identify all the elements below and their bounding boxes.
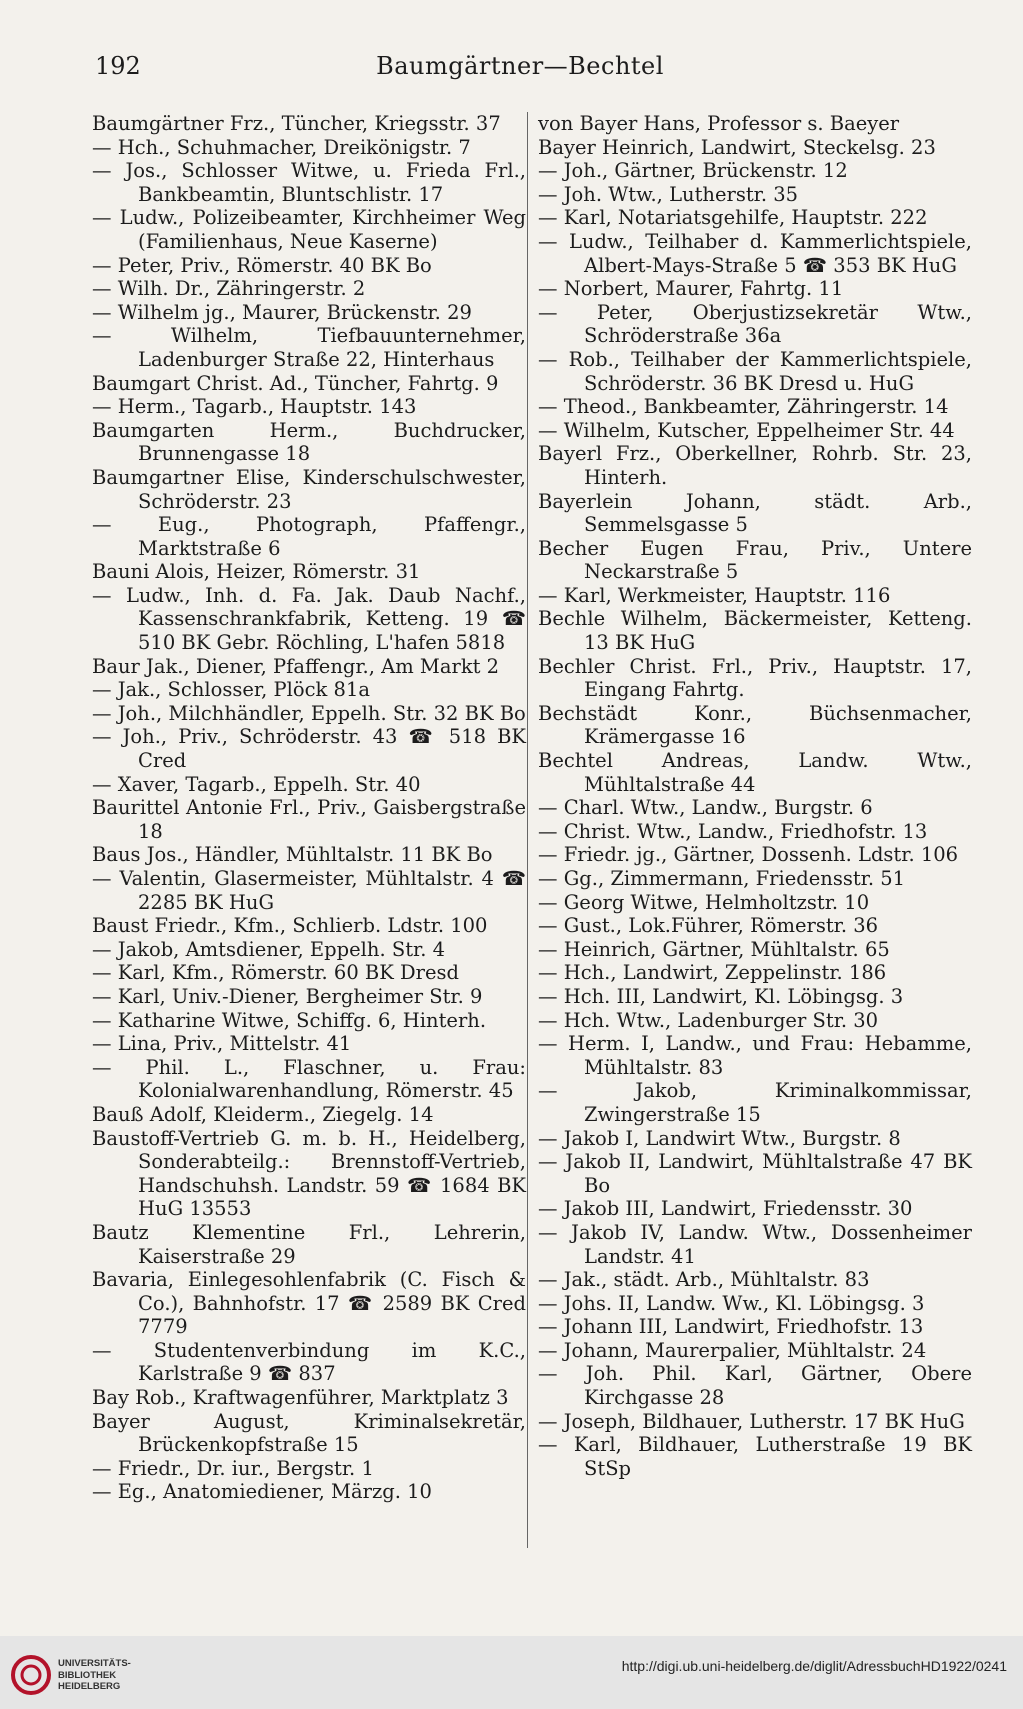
directory-entry: Bayer August, Kriminalsekretär, Brückenkopfstraße 15 [92, 1409, 526, 1457]
directory-entry: — Eg., Anatomiediener, Märzg. 10 [92, 1480, 432, 1504]
directory-entry: von Bayer Hans, Professor s. Baeyer [538, 112, 900, 135]
directory-entry: Baumgärtner Frz., Tüncher, Kriegsstr. 37 [92, 112, 501, 135]
column-divider [527, 112, 528, 1548]
directory-entry: — Jakob, Kriminalkommissar, Zwingerstraße 15 [538, 1079, 972, 1126]
directory-entry: — Jakob III, Landwirt, Friedensstr. 30 [538, 1197, 913, 1221]
directory-entry: — Johs. II, Landw. Ww., Kl. Löbingsg. 3 [538, 1291, 925, 1315]
directory-entry: — Georg Witwe, Helmholtzstr. 10 [538, 890, 870, 914]
directory-entry: Bayer Heinrich, Landwirt, Steckelsg. 23 [538, 135, 936, 159]
directory-entry: — Hch. Wtw., Ladenburger Str. 30 [538, 1008, 879, 1032]
directory-entry: Baumgart Christ. Ad., Tüncher, Fahrtg. 9 [92, 371, 499, 395]
directory-entry: — Hch. III, Landwirt, Kl. Löbingsg. 3 [538, 984, 904, 1008]
directory-entry: Bauß Adolf, Kleiderm., Ziegelg. 14 [92, 1102, 434, 1126]
directory-entry: Bechle Wilhelm, Bäckermeister, Ketteng. 13 BK HuG [538, 607, 972, 655]
logo-line: HEIDELBERG [58, 1681, 121, 1692]
left-column [92, 112, 526, 1504]
directory-entry: — Ludw., Teilhaber d. Kammerlichtspiele, Albert-Mays-Straße 5 ☎ 353 BK HuG [538, 229, 972, 277]
directory-entry: — Herm., Tagarb., Hauptstr. 143 [92, 395, 417, 419]
directory-entry: Bay Rob., Kraftwagenführer, Marktplatz 3 [92, 1386, 509, 1410]
directory-entry: — Eug., Photograph, Pfaffengr., Marktstraße 6 [92, 513, 526, 560]
directory-entry: Bechtel Andreas, Landw. Wtw., Mühltalstraße 44 [538, 749, 972, 796]
directory-entry: — Rob., Teilhaber der Kammerlichtspiele, Schröderstr. 36 BK Dresd u. HuG [538, 347, 972, 395]
logo-line: BIBLIOTHEK [58, 1669, 117, 1681]
directory-entry: — Jakob IV, Landw. Wtw., Dossenheimer Landstr. 41 [538, 1220, 972, 1268]
directory-entry: — Joh. Phil. Karl, Gärtner, Obere Kirchgasse 28 [538, 1362, 972, 1410]
directory-entry: — Wilhelm, Kutscher, Eppelheimer Str. 44 [538, 418, 955, 442]
directory-entry: — Peter, Oberjustizsekretär Wtw., Schröderstraße 36a [538, 300, 972, 348]
directory-entry: — Jos., Schlosser Witwe, u. Frieda Frl., Bankbeamtin, Bluntschlistr. 17 [92, 159, 526, 206]
directory-entry: Becher Eugen Frau, Priv., Untere Neckarstraße 5 [538, 536, 972, 584]
directory-entry: — Charl. Wtw., Landw., Burgstr. 6 [538, 796, 873, 820]
directory-entry: — Joh., Priv., Schröderstr. 43 ☎ 518 BK Cred [92, 725, 526, 773]
directory-entry: — Xaver, Tagarb., Eppelh. Str. 40 [92, 772, 421, 796]
directory-entry: Baumgarten Herm., Buchdrucker, Brunnengasse 18 [92, 418, 526, 466]
directory-entry: — Karl, Notariatsgehilfe, Hauptstr. 222 [538, 206, 928, 230]
directory-entry: Bayerl Frz., Oberkellner, Rohrb. Str. 23, Hinterh. [538, 442, 972, 489]
directory-entry: — Gg., Zimmermann, Friedensstr. 51 [538, 867, 906, 890]
directory-entry: — Norbert, Maurer, Fahrtg. 11 [538, 277, 844, 301]
directory-entry: — Joh., Gärtner, Brückenstr. 12 [538, 159, 848, 183]
directory-entry: Baust Friedr., Kfm., Schlierb. Ldstr. 100 [92, 914, 488, 938]
directory-entry: Bayerlein Johann, städt. Arb., Semmelsgasse 5 [538, 489, 972, 537]
directory-entry: — Johann III, Landwirt, Friedhofstr. 13 [538, 1315, 924, 1339]
directory-entry: Baumgartner Elise, Kinderschulschwester, Schröderstr. 23 [92, 465, 526, 513]
directory-entry: — Hch., Landwirt, Zeppelinstr. 186 [538, 961, 887, 985]
source-url-link[interactable]: http://digi.ub.uni-heidelberg.de/diglit/AdressbuchHD1922/0241 [621, 1658, 1007, 1674]
directory-entry: Baur Jak., Diener, Pfaffengr., Am Markt 2 [92, 654, 500, 678]
directory-entry: — Wilh. Dr., Zähringerstr. 2 [92, 277, 366, 301]
directory-entry: Bavaria, Einlegesohlenfabrik (C. Fisch & Co.), Bahnhofstr. 17 ☎ 2589 BK Cred 7779 [92, 1268, 526, 1339]
directory-entry: — Johann, Maurerpalier, Mühltalstr. 24 [538, 1338, 927, 1362]
directory-entry: — Hch., Schuhmacher, Dreikönigstr. 7 [92, 135, 471, 159]
directory-entry: Bauni Alois, Heizer, Römerstr. 31 [92, 560, 421, 584]
directory-entry: Bautz Klementine Frl., Lehrerin, Kaiserstraße 29 [92, 1220, 526, 1268]
running-head: Baumgärtner—Bechtel [376, 52, 664, 80]
directory-entry: — Karl, Kfm., Römerstr. 60 BK Dresd [92, 961, 460, 985]
directory-entry: — Theod., Bankbeamter, Zähringerstr. 14 [538, 395, 949, 419]
directory-entry: — Jakob I, Landwirt Wtw., Burgstr. 8 [538, 1126, 901, 1150]
directory-entry: Baustoff-Vertrieb G. m. b. H., Heidelberg, Sonderabteilg.: Brennstoff-Vertrieb, Handschuhsh. Landstr. 59 ☎ 1684 BK HuG 13553 [92, 1126, 526, 1221]
directory-entry: — Friedr. jg., Gärtner, Dossenh. Ldstr. 106 [538, 843, 959, 867]
directory-entry: Bechstädt Konr., Büchsenmacher, Krämergasse 16 [538, 701, 972, 749]
directory-entry: — Phil. L., Flaschner, u. Frau: Kolonialwarenhandlung, Römerstr. 45 [92, 1055, 526, 1103]
directory-entry: — Peter, Priv., Römerstr. 40 BK Bo [92, 253, 432, 277]
library-name [58, 1658, 131, 1693]
directory-entry: — Herm. I, Landw., und Frau: Hebamme, Mühltalstr. 83 [538, 1032, 972, 1079]
library-logo[interactable] [10, 1654, 150, 1698]
directory-entry: — Christ. Wtw., Landw., Friedhofstr. 13 [538, 819, 928, 843]
directory-entry: — Joh., Milchhändler, Eppelh. Str. 32 BK Bo [92, 701, 526, 725]
directory-entry: Bechler Christ. Frl., Priv., Hauptstr. 17, Eingang Fahrtg. [538, 654, 972, 702]
page-number: 192 [95, 52, 141, 80]
directory-entry: — Jak., Schlosser, Plöck 81a [92, 678, 370, 702]
directory-entry: — Katharine Witwe, Schiffg. 6, Hinterh. [92, 1008, 487, 1032]
directory-entry: — Lina, Priv., Mittelstr. 41 [92, 1032, 352, 1056]
directory-entry: — Karl, Univ.-Diener, Bergheimer Str. 9 [92, 984, 483, 1008]
footer-bar [0, 1636, 1023, 1709]
logo-line: UNIVERSITÄTS- [58, 1658, 131, 1669]
directory-entry: — Valentin, Glasermeister, Mühltalstr. 4 ☎ 2285 BK HuG [92, 867, 526, 914]
directory-entry: Baus Jos., Händler, Mühltalstr. 11 BK Bo [92, 843, 493, 867]
directory-entry: — Karl, Werkmeister, Hauptstr. 116 [538, 583, 891, 607]
page-header [95, 52, 945, 88]
directory-entry: — Karl, Bildhauer, Lutherstraße 19 BK StSp [538, 1433, 972, 1480]
library-seal-icon [10, 1654, 52, 1696]
directory-entry: Baurittel Antonie Frl., Priv., Gaisbergstraße 18 [92, 796, 526, 843]
directory-entry: — Jakob II, Landwirt, Mühltalstraße 47 BK Bo [538, 1150, 972, 1197]
directory-entry: — Jak., städt. Arb., Mühltalstr. 83 [538, 1268, 870, 1292]
directory-entry: — Ludw., Polizeibeamter, Kirchheimer Weg (Familienhaus, Neue Kaserne) [92, 206, 526, 253]
directory-entry: — Heinrich, Gärtner, Mühltalstr. 65 [538, 937, 890, 961]
directory-entry: — Studentenverbindung im K.C., Karlstraße 9 ☎ 837 [92, 1338, 526, 1386]
directory-entry: — Wilhelm, Tiefbauunternehmer, Ladenburger Straße 22, Hinterhaus [92, 324, 526, 371]
directory-entry: — Ludw., Inh. d. Fa. Jak. Daub Nachf., Kassenschrankfabrik, Ketteng. 19 ☎ 510 BK Gebr. Röchling, L'hafen 5818 [92, 583, 526, 655]
directory-entry: — Jakob, Amtsdiener, Eppelh. Str. 4 [92, 937, 446, 961]
directory-entry: — Friedr., Dr. iur., Bergstr. 1 [92, 1456, 374, 1480]
directory-entry: — Wilhelm jg., Maurer, Brückenstr. 29 [92, 300, 472, 324]
right-column [538, 112, 972, 1480]
directory-entry: — Joh. Wtw., Lutherstr. 35 [538, 182, 799, 206]
directory-entry: — Gust., Lok.Führer, Römerstr. 36 [538, 914, 879, 938]
directory-entry: — Joseph, Bildhauer, Lutherstr. 17 BK HuG [538, 1409, 965, 1433]
